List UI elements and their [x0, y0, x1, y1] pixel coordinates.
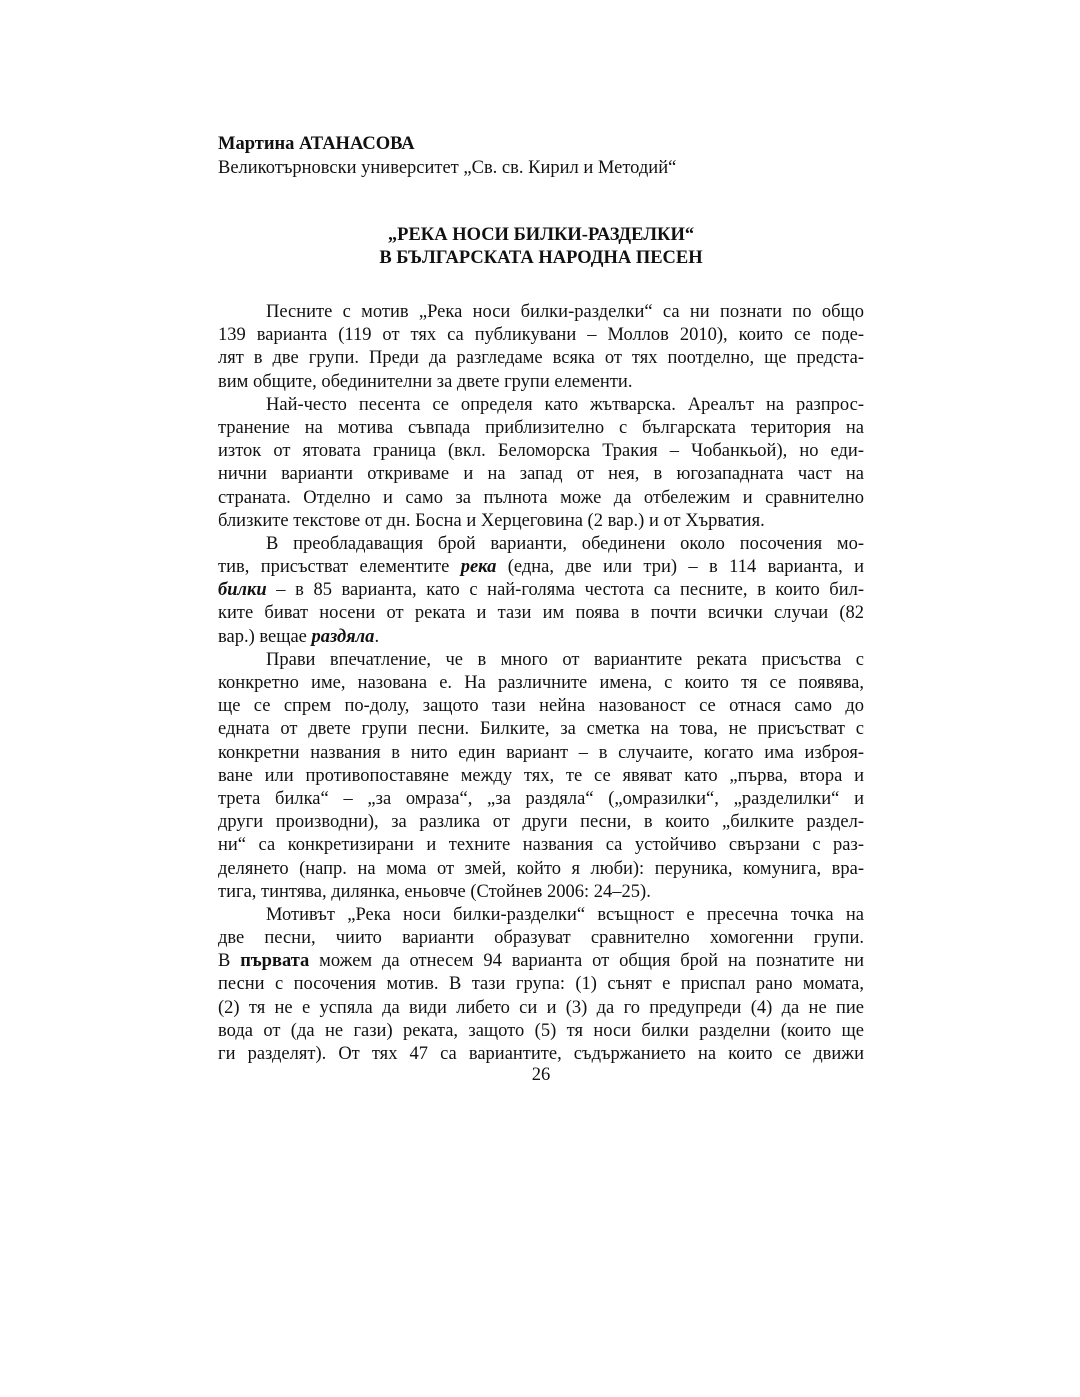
emphasis-term-reka: река [460, 557, 497, 578]
text-line: изток от ятовата граница (вкл. Беломорска Тракия – Чобанкьой), но еди- [218, 441, 864, 462]
text-line: Мотивът „Река носи билки-разделки“ всъщност е пресечна точка на [266, 904, 864, 925]
text-run: можем да отнесем 94 варианта от общия брой на познатите ни [309, 951, 864, 972]
author-name: Мартина АТАНАСОВА [218, 134, 415, 154]
text-line: тига, тинтява, дилянка, еньовче (Стойнев 2006: 24–25). [218, 881, 651, 902]
emphasis-term-parvata: първата [240, 951, 310, 972]
text-line: ни“ са конкретизирани и техните названия са устойчиво свързани с раз- [218, 835, 864, 856]
text-line: нични варианти откриваме и на запад от нея, в югозападната част на [218, 464, 864, 485]
emphasis-term-razdyala: раздяла [311, 626, 375, 647]
text-line: близките текстове от дн. Босна и Херцеговина (2 вар.) и от Хърватия. [218, 510, 765, 531]
text-line: други производни), за разлика от други песни, в които „билките раздел- [218, 812, 864, 833]
text-line: вода от (да не гази) реката, защото (5) тя носи билки разделни (които ще [218, 1020, 864, 1041]
title-line-1: „РЕКА НОСИ БИЛКИ-РАЗДЕЛКИ“ [387, 225, 695, 245]
text-line: (2) тя не е успяла да види либето си и (3) да го предупреди (4) да не пие [218, 997, 864, 1018]
text-line: конкретни названия в нито един вариант – в случаите, когато има изброя- [218, 742, 864, 763]
paragraph-1 [218, 301, 864, 394]
text-line: трета билка“ – „за омраза“, „за раздяла“ („омразилки“, „разделилки“ и [218, 788, 864, 809]
text-run: . [374, 626, 380, 647]
article-body [218, 301, 864, 1066]
text-line: Песните с мотив „Река носи билки-разделки“ са ни познати по общо [266, 302, 864, 322]
text-line: две песни, чиито варианти образуват сравнително хомогенни групи. [218, 928, 864, 949]
text-line: ките биват носени от реката и тази им поява в почти всички случаи (82 [218, 603, 864, 624]
text-line [218, 950, 864, 973]
text-line: песни с посочения мотив. В тази група: (1) сънят е приспал рано момата, [218, 974, 864, 995]
text-line [218, 556, 864, 579]
text-line: 139 варианта (119 от тях са публикувани – Моллов 2010), които се поде- [218, 325, 864, 346]
text-line: В преобладаващия брой варианти, обединени около посочения мо- [266, 533, 864, 554]
document-page [218, 132, 864, 1085]
text-line: Най-често песента се определя като жътварска. Ареалът на разпрос- [266, 394, 864, 415]
text-line: ще се спрем по-долу, защото тази нейна назованост се отнася само до [218, 696, 864, 717]
emphasis-term-bilki: билки [218, 580, 267, 601]
text-run: В [218, 951, 241, 972]
text-line: лят в две групи. Преди да разгледаме всяка от тях поотделно, ще предста- [218, 348, 864, 369]
paragraph-2 [218, 394, 864, 533]
text-run: тив, присъстват елементите [218, 557, 461, 578]
title-line-2: В БЪЛГАРСКАТА НАРОДНА ПЕСЕН [379, 248, 703, 268]
paragraph-5 [218, 904, 864, 1066]
text-line: вим общите, обединителни за двете групи елементи. [218, 371, 633, 392]
article-title [218, 224, 864, 270]
page-number: 26 [531, 1065, 551, 1085]
text-line: делянето (напр. на мома от змей, който я люби): перуника, комунига, вра- [218, 858, 864, 879]
author-affiliation: Великотърновски университет „Св. св. Кирил и Методий“ [218, 158, 677, 178]
text-line: транение на мотива съвпада приблизително с българската територия на [218, 417, 864, 438]
text-line: конкретно име, назована е. На различните имена, с които тя се появява, [218, 673, 864, 693]
text-run: вар.) вещае [218, 626, 312, 647]
text-line: ги разделят). От тях 47 са вариантите, съдържанието на които се движи [218, 1044, 864, 1064]
paragraph-4 [218, 649, 864, 904]
paragraph-3 [218, 533, 864, 649]
text-run: (една, две или три) – в 114 варианта, и [496, 557, 864, 578]
text-line [218, 626, 864, 649]
text-line: Прави впечатление, че в много от вариантите реката присъства с [266, 649, 864, 670]
text-line: страната. Отделно и само за пълнота може да отбележим и сравнително [218, 487, 864, 508]
text-line [218, 579, 864, 602]
text-line: ване или противопоставяне между тях, те се явяват като „първа, втора и [218, 765, 864, 786]
text-run: – в 85 варианта, като с най-голяма честота са песните, в които бил- [266, 580, 864, 601]
text-line: едната от двете групи песни. Билките, за сметка на това, не присъстват с [218, 719, 864, 740]
